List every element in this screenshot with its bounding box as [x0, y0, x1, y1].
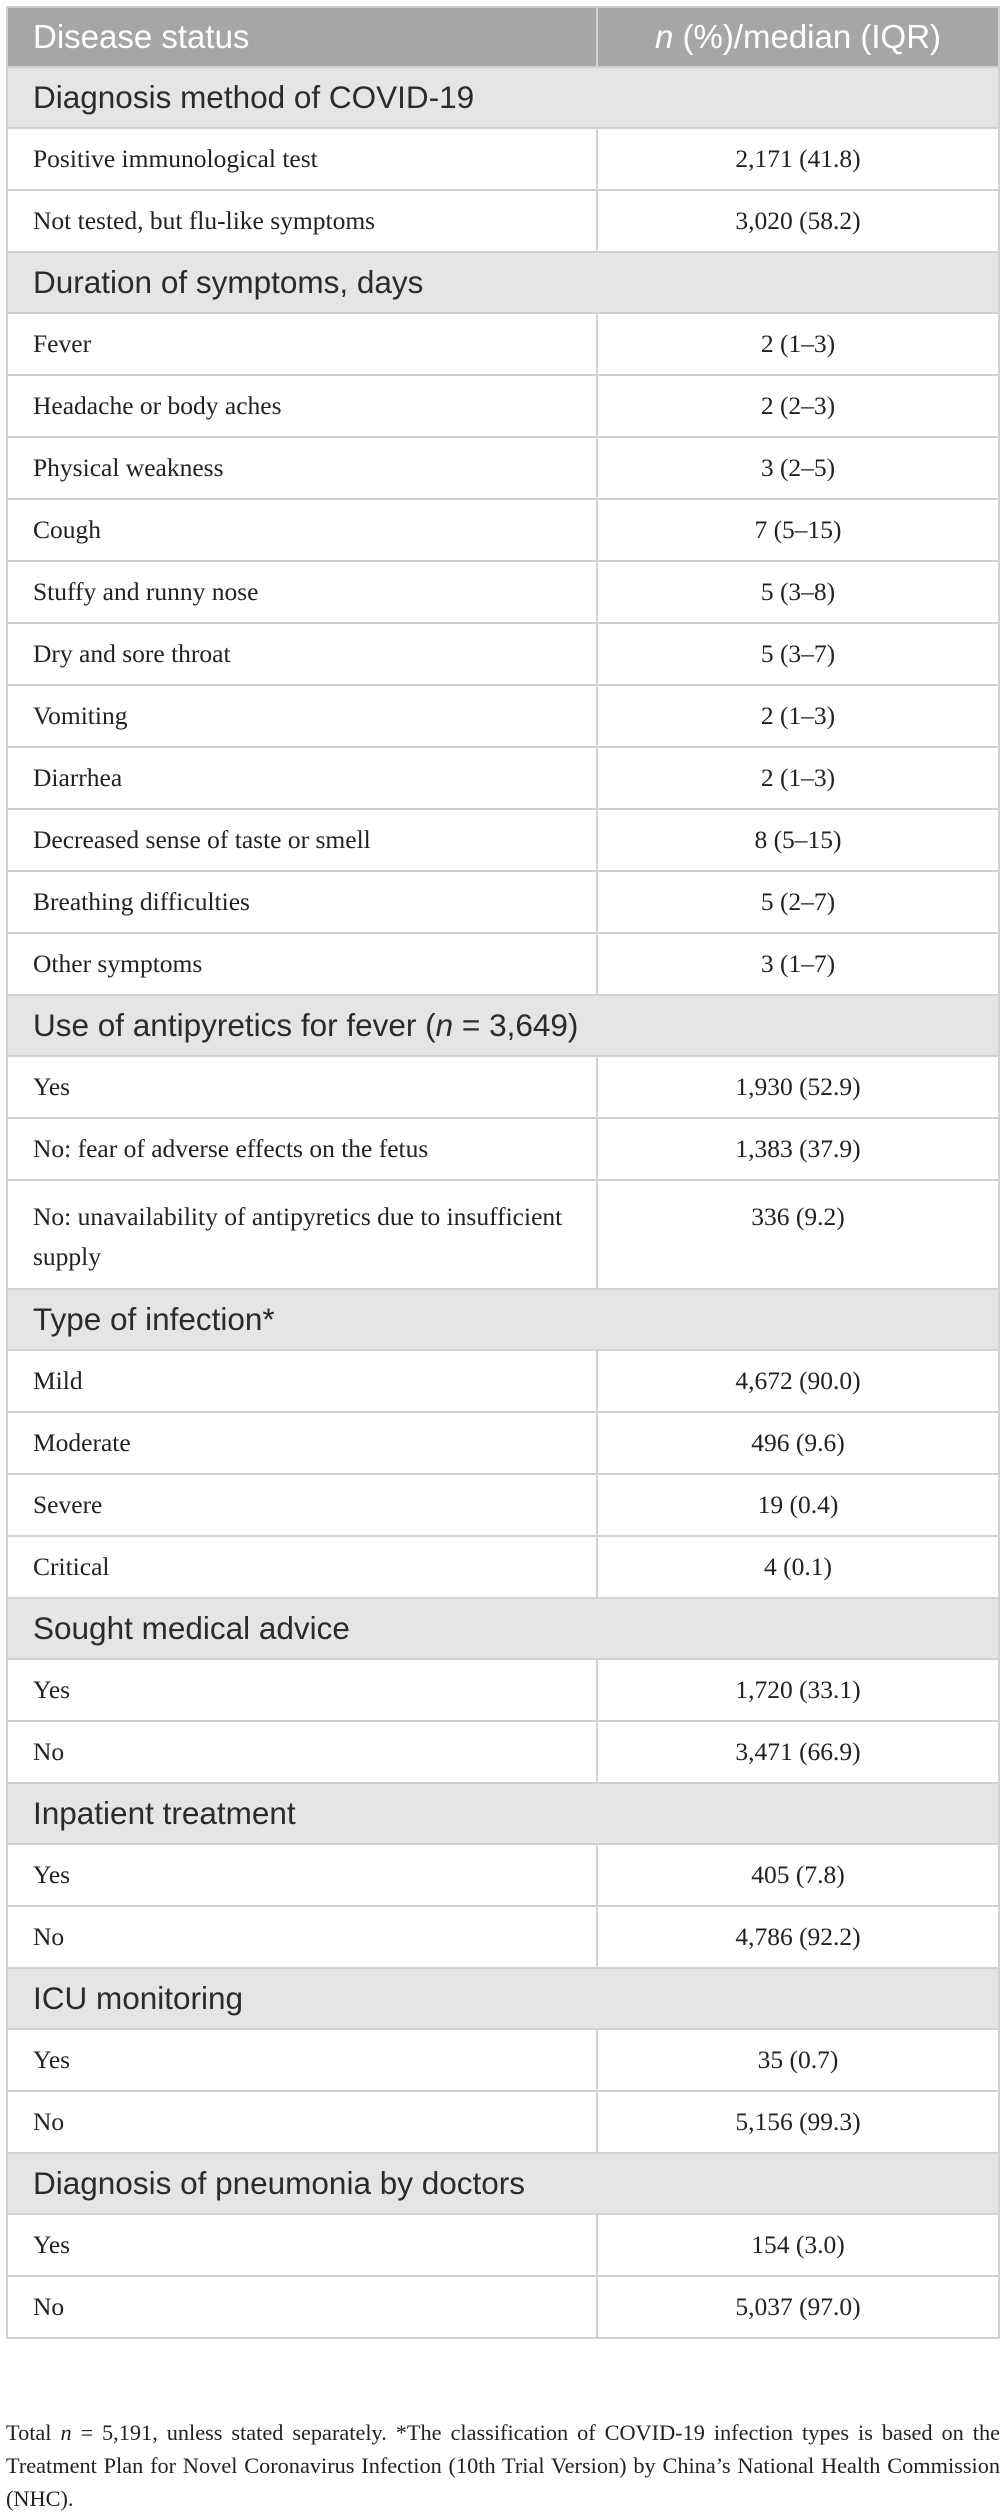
row-value: 7 (5–15) [597, 499, 999, 561]
section-title: Duration of symptoms, days [7, 252, 999, 313]
row-label: Headache or body aches [7, 375, 597, 437]
table-row [7, 190, 999, 252]
row-value: 2,171 (41.8) [597, 128, 999, 190]
row-value: 2 (1–3) [597, 313, 999, 375]
row-value: 154 (3.0) [597, 2214, 999, 2276]
row-value: 19 (0.4) [597, 1474, 999, 1536]
row-value: 1,930 (52.9) [597, 1056, 999, 1118]
row-label: Yes [7, 1056, 597, 1118]
table-row [7, 375, 999, 437]
section-title: Sought medical advice [7, 1598, 999, 1659]
row-value: 2 (2–3) [597, 375, 999, 437]
section-title: Use of antipyretics for fever (n = 3,649) [7, 995, 999, 1056]
row-label: Breathing difficulties [7, 871, 597, 933]
row-label: Mild [7, 1350, 597, 1412]
row-label: Dry and sore throat [7, 623, 597, 685]
table-row [7, 1412, 999, 1474]
section-title: Inpatient treatment [7, 1783, 999, 1844]
row-label: Physical weakness [7, 437, 597, 499]
section-header [7, 1598, 999, 1659]
table-row [7, 2276, 999, 2338]
section-header [7, 67, 999, 128]
table-footnote: Total n = 5,191, unless stated separately. *The classification of COVID-19 infection types is based on the Treatment Plan for Novel Coronavirus Infection (10th Trial Version) by China’s National Health Commission (NHC). [6, 2420, 1000, 2511]
row-label: Positive immunological test [7, 128, 597, 190]
row-value: 3 (2–5) [597, 437, 999, 499]
row-label: No [7, 2091, 597, 2153]
row-value: 405 (7.8) [597, 1844, 999, 1906]
row-label: Yes [7, 1844, 597, 1906]
table-row [7, 1844, 999, 1906]
row-label: Vomiting [7, 685, 597, 747]
row-value: 496 (9.6) [597, 1412, 999, 1474]
row-value: 3,471 (66.9) [597, 1721, 999, 1783]
row-value: 3 (1–7) [597, 933, 999, 995]
row-value: 4,786 (92.2) [597, 1906, 999, 1968]
section-title: Type of infection* [7, 1289, 999, 1350]
table-row [7, 1350, 999, 1412]
row-value: 336 (9.2) [597, 1180, 999, 1289]
row-label: No [7, 2276, 597, 2338]
row-value: 8 (5–15) [597, 809, 999, 871]
table-row [7, 623, 999, 685]
table-row [7, 2214, 999, 2276]
table-row [7, 747, 999, 809]
section-header [7, 2153, 999, 2214]
section-title: Diagnosis of pneumonia by doctors [7, 2153, 999, 2214]
row-label: Moderate [7, 1412, 597, 1474]
section-header [7, 1968, 999, 2029]
row-value: 4,672 (90.0) [597, 1350, 999, 1412]
table-row [7, 685, 999, 747]
row-label: Diarrhea [7, 747, 597, 809]
table-container [6, 6, 998, 2339]
table-row [7, 561, 999, 623]
row-value: 2 (1–3) [597, 747, 999, 809]
header-disease-status: Disease status [7, 7, 597, 67]
row-value: 2 (1–3) [597, 685, 999, 747]
row-label: Severe [7, 1474, 597, 1536]
row-value: 35 (0.7) [597, 2029, 999, 2091]
row-value: 5 (2–7) [597, 871, 999, 933]
row-value: 1,383 (37.9) [597, 1118, 999, 1180]
table-row [7, 1056, 999, 1118]
section-title: Diagnosis method of COVID-19 [7, 67, 999, 128]
table-row [7, 1474, 999, 1536]
row-value: 4 (0.1) [597, 1536, 999, 1598]
row-label: No [7, 1906, 597, 1968]
row-value: 3,020 (58.2) [597, 190, 999, 252]
table-row [7, 871, 999, 933]
row-label: Not tested, but flu-like symptoms [7, 190, 597, 252]
row-label: Fever [7, 313, 597, 375]
table-row [7, 499, 999, 561]
table-row [7, 1536, 999, 1598]
section-title: ICU monitoring [7, 1968, 999, 2029]
section-header [7, 1783, 999, 1844]
table-row [7, 933, 999, 995]
table-row [7, 2029, 999, 2091]
row-label: Yes [7, 1659, 597, 1721]
row-value: 5 (3–7) [597, 623, 999, 685]
table-row [7, 809, 999, 871]
row-label: Yes [7, 2029, 597, 2091]
row-label: Cough [7, 499, 597, 561]
table-row [7, 1906, 999, 1968]
header-n-median: n (%)/median (IQR) [597, 7, 999, 67]
row-label: No: fear of adverse effects on the fetus [7, 1118, 597, 1180]
row-label: Stuffy and runny nose [7, 561, 597, 623]
row-value: 5,156 (99.3) [597, 2091, 999, 2153]
row-label: No [7, 1721, 597, 1783]
row-value: 1,720 (33.1) [597, 1659, 999, 1721]
table-row [7, 313, 999, 375]
row-label: Critical [7, 1536, 597, 1598]
disease-status-table [6, 6, 1000, 2339]
table-row [7, 128, 999, 190]
table-row [7, 1180, 999, 1289]
row-label: Other symptoms [7, 933, 597, 995]
row-value: 5,037 (97.0) [597, 2276, 999, 2338]
row-label: Yes [7, 2214, 597, 2276]
table-row [7, 1118, 999, 1180]
section-header [7, 995, 999, 1056]
section-header [7, 1289, 999, 1350]
header-row [7, 7, 999, 67]
row-value: 5 (3–8) [597, 561, 999, 623]
section-header [7, 252, 999, 313]
table-row [7, 437, 999, 499]
table-row [7, 1721, 999, 1783]
row-label: Decreased sense of taste or smell [7, 809, 597, 871]
row-label: No: unavailability of antipyretics due to insufficient supply [7, 1180, 597, 1289]
table-row [7, 2091, 999, 2153]
table-row [7, 1659, 999, 1721]
